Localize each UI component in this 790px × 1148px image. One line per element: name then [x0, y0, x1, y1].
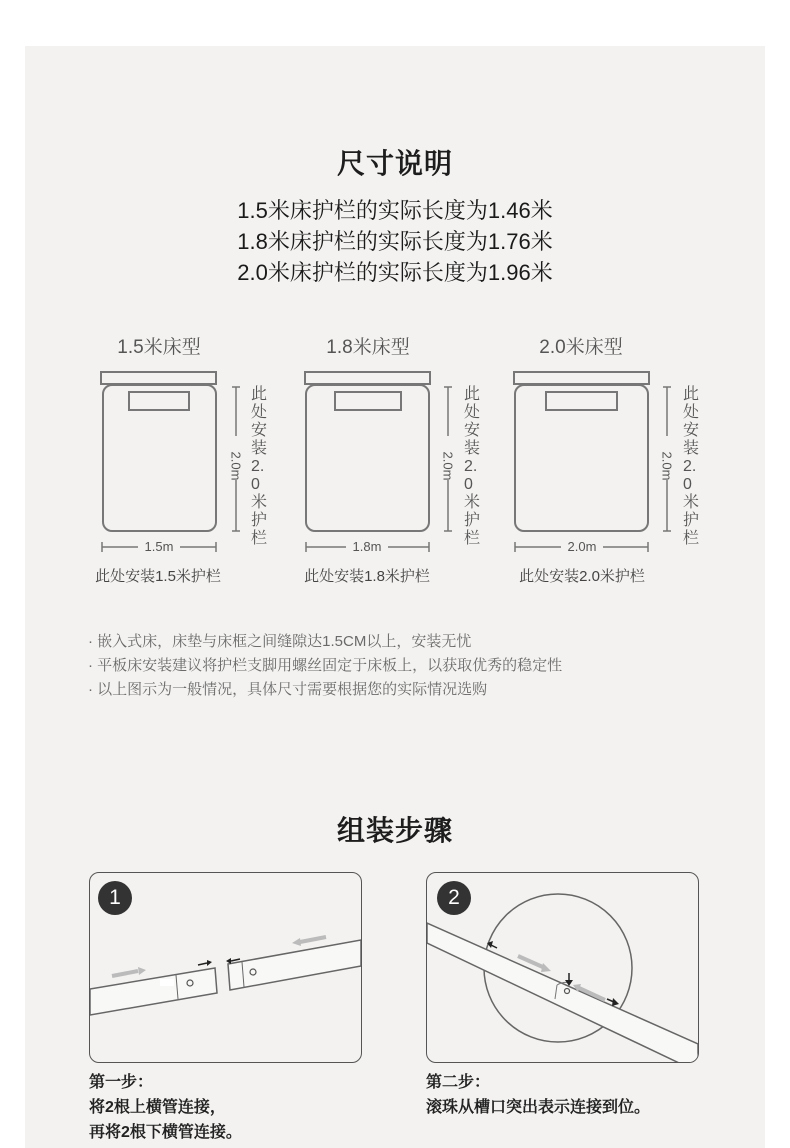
step-1-number-badge: 1 [98, 881, 132, 915]
step-1-line-2: 再将2根下横管连接。 [89, 1124, 242, 1141]
step-2-line-1: 滚珠从槽口突出表示连接到位。 [426, 1099, 651, 1116]
size-line-3: 2.0米床护栏的实际长度为1.96米 [237, 260, 553, 285]
side-note-1: 此处安装2.0米护栏 [251, 386, 268, 547]
install-note-3: 此处安装2.0米护栏 [519, 568, 645, 585]
side-note-2: 此处安装2.0米护栏 [464, 386, 481, 547]
width-dim-3: 2.0m [567, 539, 597, 554]
step-2-illustration [426, 872, 699, 1063]
note-item-3: · 以上图示为一般情况，具体尺寸需要根据您的实际情况选购 [88, 681, 488, 698]
width-dim-1: 1.5m [144, 539, 174, 554]
assembly-section-title: 组装步骤 [336, 815, 453, 846]
note-item-2: · 平板床安装建议将护栏支脚用螺丝固定于床板上，以获取优秀的稳定性 [88, 657, 563, 674]
note-item-1: · 嵌入式床，床垫与床框之间缝隙达1.5CM以上，安装无忧 [88, 633, 472, 650]
step-1-illustration [89, 872, 362, 1063]
length-dim-2: 2.0m [440, 451, 456, 481]
step-1-line-1: 将2根上横管连接， [89, 1099, 226, 1116]
length-dim-1: 2.0m [228, 451, 244, 481]
step-1-heading: 第一步： [89, 1074, 154, 1091]
width-dim-2: 1.8m [352, 539, 382, 554]
step-2-number-badge: 2 [437, 881, 471, 915]
size-section-title: 尺寸说明 [336, 148, 453, 179]
bed-type-label-3: 2.0米床型 [539, 337, 623, 358]
size-line-1: 1.5米床护栏的实际长度为1.46米 [237, 198, 553, 223]
step-2-heading: 第二步： [426, 1074, 491, 1091]
side-note-3: 此处安装2.0米护栏 [683, 386, 700, 547]
install-note-1: 此处安装1.5米护栏 [95, 568, 221, 585]
length-dim-3: 2.0m [659, 451, 675, 481]
bed-type-label-1: 1.5米床型 [117, 337, 201, 358]
install-note-2: 此处安装1.8米护栏 [304, 568, 430, 585]
size-line-2: 1.8米床护栏的实际长度为1.76米 [237, 229, 553, 254]
bed-type-label-2: 1.8米床型 [326, 337, 410, 358]
